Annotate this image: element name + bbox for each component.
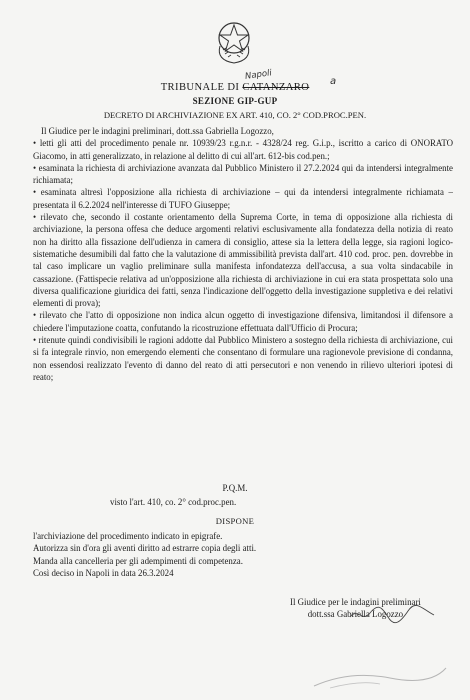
- outcome-block: [33, 530, 256, 579]
- decree-title: DECRETO DI ARCHIVIAZIONE EX ART. 410, CO. 2° COD.PROC.PEN.: [103, 110, 367, 120]
- paragraph-opposizione: • esaminata altresì l'opposizione alla richiesta di archiviazione – qui da intendersi integralmente richiamata – presentata il 6.2.2024 nell'interesse di TUFO Giuseppe;: [33, 187, 453, 210]
- outcome-manda: Manda alla cancelleria per gli adempimenti di competenza.: [33, 555, 243, 566]
- handwritten-mark: a: [330, 76, 337, 87]
- paragraph-rilevato: • rilevato che l'atto di opposizione non indica alcun oggetto di investigazione difensiva, limitandosi il difensore a chiedere l'imputazione coatta, confutando la ricostruzione effettuata dall'Ufficio di Procura;: [33, 310, 453, 333]
- outcome-archiviazione: l'archiviazione del procedimento indicato in epigrafe.: [33, 531, 223, 541]
- paragraph-letti: • letti gli atti del procedimento penale nr. 10939/23 r.g.n.r. - 4328/24 reg. G.i.p., iscritto a carico di ONORATO Giacomo, in atti generalizzato, in relazione al delitto di cui all'art. 612-bis cod.pen.;: [33, 138, 453, 161]
- paragraph-richiesta: • esaminata la richiesta di archiviazione avanzata dal Pubblico Ministero il 27.2.2024 qui da intendersi integralmente richiamata;: [33, 162, 453, 186]
- visto-line: visto l'art. 410, co. 2° cod.proc.pen.: [110, 497, 237, 507]
- judge-intro: Il Giudice per le indagini preliminari, dott.ssa Gabriella Logozzo,: [41, 126, 274, 136]
- outcome-deciso: Così deciso in Napoli in data 26.3.2024: [33, 567, 174, 578]
- handwritten-signature: [348, 603, 438, 625]
- stamp-mark: [310, 660, 450, 690]
- pqm-heading: P.Q.M.: [222, 483, 248, 493]
- handwritten-correction: Napoli: [244, 68, 273, 82]
- court-title: [0, 82, 470, 93]
- court-prefix: TRIBUNALE DI: [160, 82, 240, 93]
- paragraph-orientamento: • rilevato che, secondo il costante orientamento della Suprema Corte, in tema di opposizione alla richiesta di archiviazione, la persona offesa che deduce argomenti relativi esclusivamente alla fondatezza della notizia di reato non ha diritto alla fissazione dell'udienza in camera di consiglio, attese sia la lettera della legge, sia ragioni logico-sistematiche desumibili dal fatto che la valutazione di ammissibilità prevista dall'art. 410 cod. proc. pen. dovrebbe in tal caso implicare un vaglio preliminare sulla manifesta infondatezza dell'accusa, a sua volta sindacabile in cassazione. (Fattispecie relativa ad un'opposizione alla richiesta di archiviazione in cui era stata prospettata solo una diversa qualificazione giuridica dei fatti, senza l'indicazione dell'oggetto della investigazione suppletiva e dei relativi elementi di prova);: [33, 212, 453, 309]
- republic-emblem-icon: [214, 16, 254, 66]
- signature-role: Il Giudice per le indagini preliminari: [290, 597, 421, 607]
- decree-body: [33, 125, 453, 383]
- section-title: SEZIONE GIP-GUP: [192, 96, 278, 106]
- court-struck-name: CATANZARO: [242, 82, 310, 93]
- paragraph-ritenute: • ritenute quindi condivisibili le ragioni addotte dal Pubblico Ministero a sostegno della richiesta di archiviazione, cui si fa integrale rinvio, non emergendo elementi che consentano di formulare una ragionevole previsione di condanna, non essendosi realizzato l'evento di danno del reato di atti persecutori e non venendo in rilievo ulteriori ipotesi di reato;: [33, 335, 453, 382]
- dispone-heading: DISPONE: [215, 516, 255, 526]
- signature-name: dott.ssa Gabriella Logozzo: [307, 609, 404, 620]
- outcome-autorizza: Autorizza sin d'ora gli aventi diritto ad estrarre copia degli atti.: [33, 543, 257, 554]
